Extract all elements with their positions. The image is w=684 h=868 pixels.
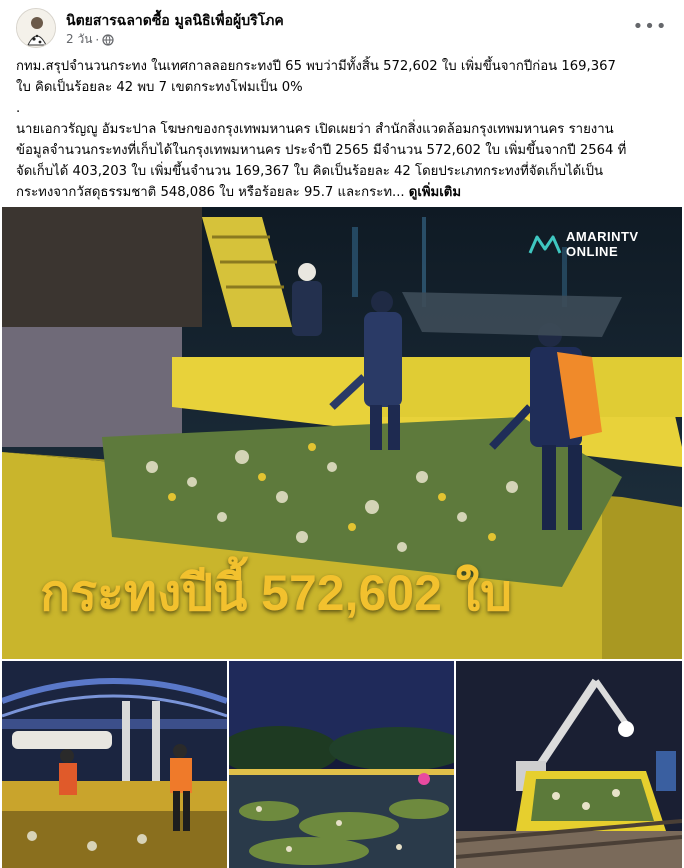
thumbnail-1-illustration [2, 661, 227, 868]
post-text-line: กทม.สรุปจำนวนกระทง ในเทศกาลลอยกระทงปี 65 พบว่ามีทั้งสิ้น 572,602 ใบ เพิ่มขึ้นจากปีก่อน 169,367 [16, 59, 616, 74]
post-text-line: นายเอกวรัญญู อัมระปาล โฆษกของกรุงเทพมหานคร เปิดเผยว่า สำนักสิ่งแวดล้อมกรุงเทพมหานคร รายงาน [16, 122, 614, 137]
globe-icon [102, 34, 114, 46]
post-text-line-last [16, 182, 668, 203]
post-text-line: จัดเก็บได้ 403,203 ใบ เพิ่มขึ้นจำนวน 169,367 ใบ คิดเป็นร้อยละ 42 โดยประเภทกระทงที่จัดเก็บได้เป็น [16, 164, 604, 179]
more-options-button[interactable] [632, 12, 668, 40]
post-header [16, 8, 668, 52]
thumbnail-photo-2[interactable] [229, 661, 454, 868]
thumbnail-3-illustration [456, 661, 682, 868]
amarintv-logo-mark [528, 231, 562, 257]
post-text-line: ใบ คิดเป็นร้อยละ 42 พบ 7 เขตกระทงโฟมเป็น 0% [16, 80, 303, 95]
post-text-line: . [16, 101, 21, 116]
main-photo[interactable] [2, 207, 682, 659]
post-text-line: ข้อมูลจำนวนกระทงที่เก็บได้ในกรุงเทพมหานคร ประจำปี 2565 มีจำนวน 572,602 ใบ เพิ่มขึ้นจากปี 2564 ที่ [16, 143, 627, 158]
logo-line-1: AMARINTV [566, 229, 639, 244]
logo-text [566, 229, 639, 259]
page-name[interactable]: นิตยสารฉลาดซื้อ มูลนิธิเพื่อผู้บริโภค [66, 13, 284, 29]
post-text [16, 56, 668, 203]
post-time[interactable]: 2 วัน [66, 32, 93, 46]
meta-separator: · [95, 32, 100, 47]
logo-line-2: ONLINE [566, 244, 619, 259]
post-meta [66, 30, 114, 49]
thumbnail-2-illustration [229, 661, 454, 868]
post-text-truncated: กระทงจากวัสดุธรรมชาติ 548,086 ใบ หรือร้อยละ 95.7 และกระท... [16, 185, 405, 200]
amarintv-logo [528, 227, 658, 263]
thumbnail-photo-1[interactable] [2, 661, 227, 868]
page-avatar[interactable] [16, 8, 56, 48]
image-headline: กระทงปีนี้ 572,602 ใบ [40, 565, 512, 621]
more-dots-icon: ••• [632, 15, 668, 37]
see-more-link[interactable]: ดูเพิ่มเติม [408, 185, 462, 200]
avatar-illustration [17, 9, 56, 48]
thumbnail-photo-3[interactable] [456, 661, 682, 868]
